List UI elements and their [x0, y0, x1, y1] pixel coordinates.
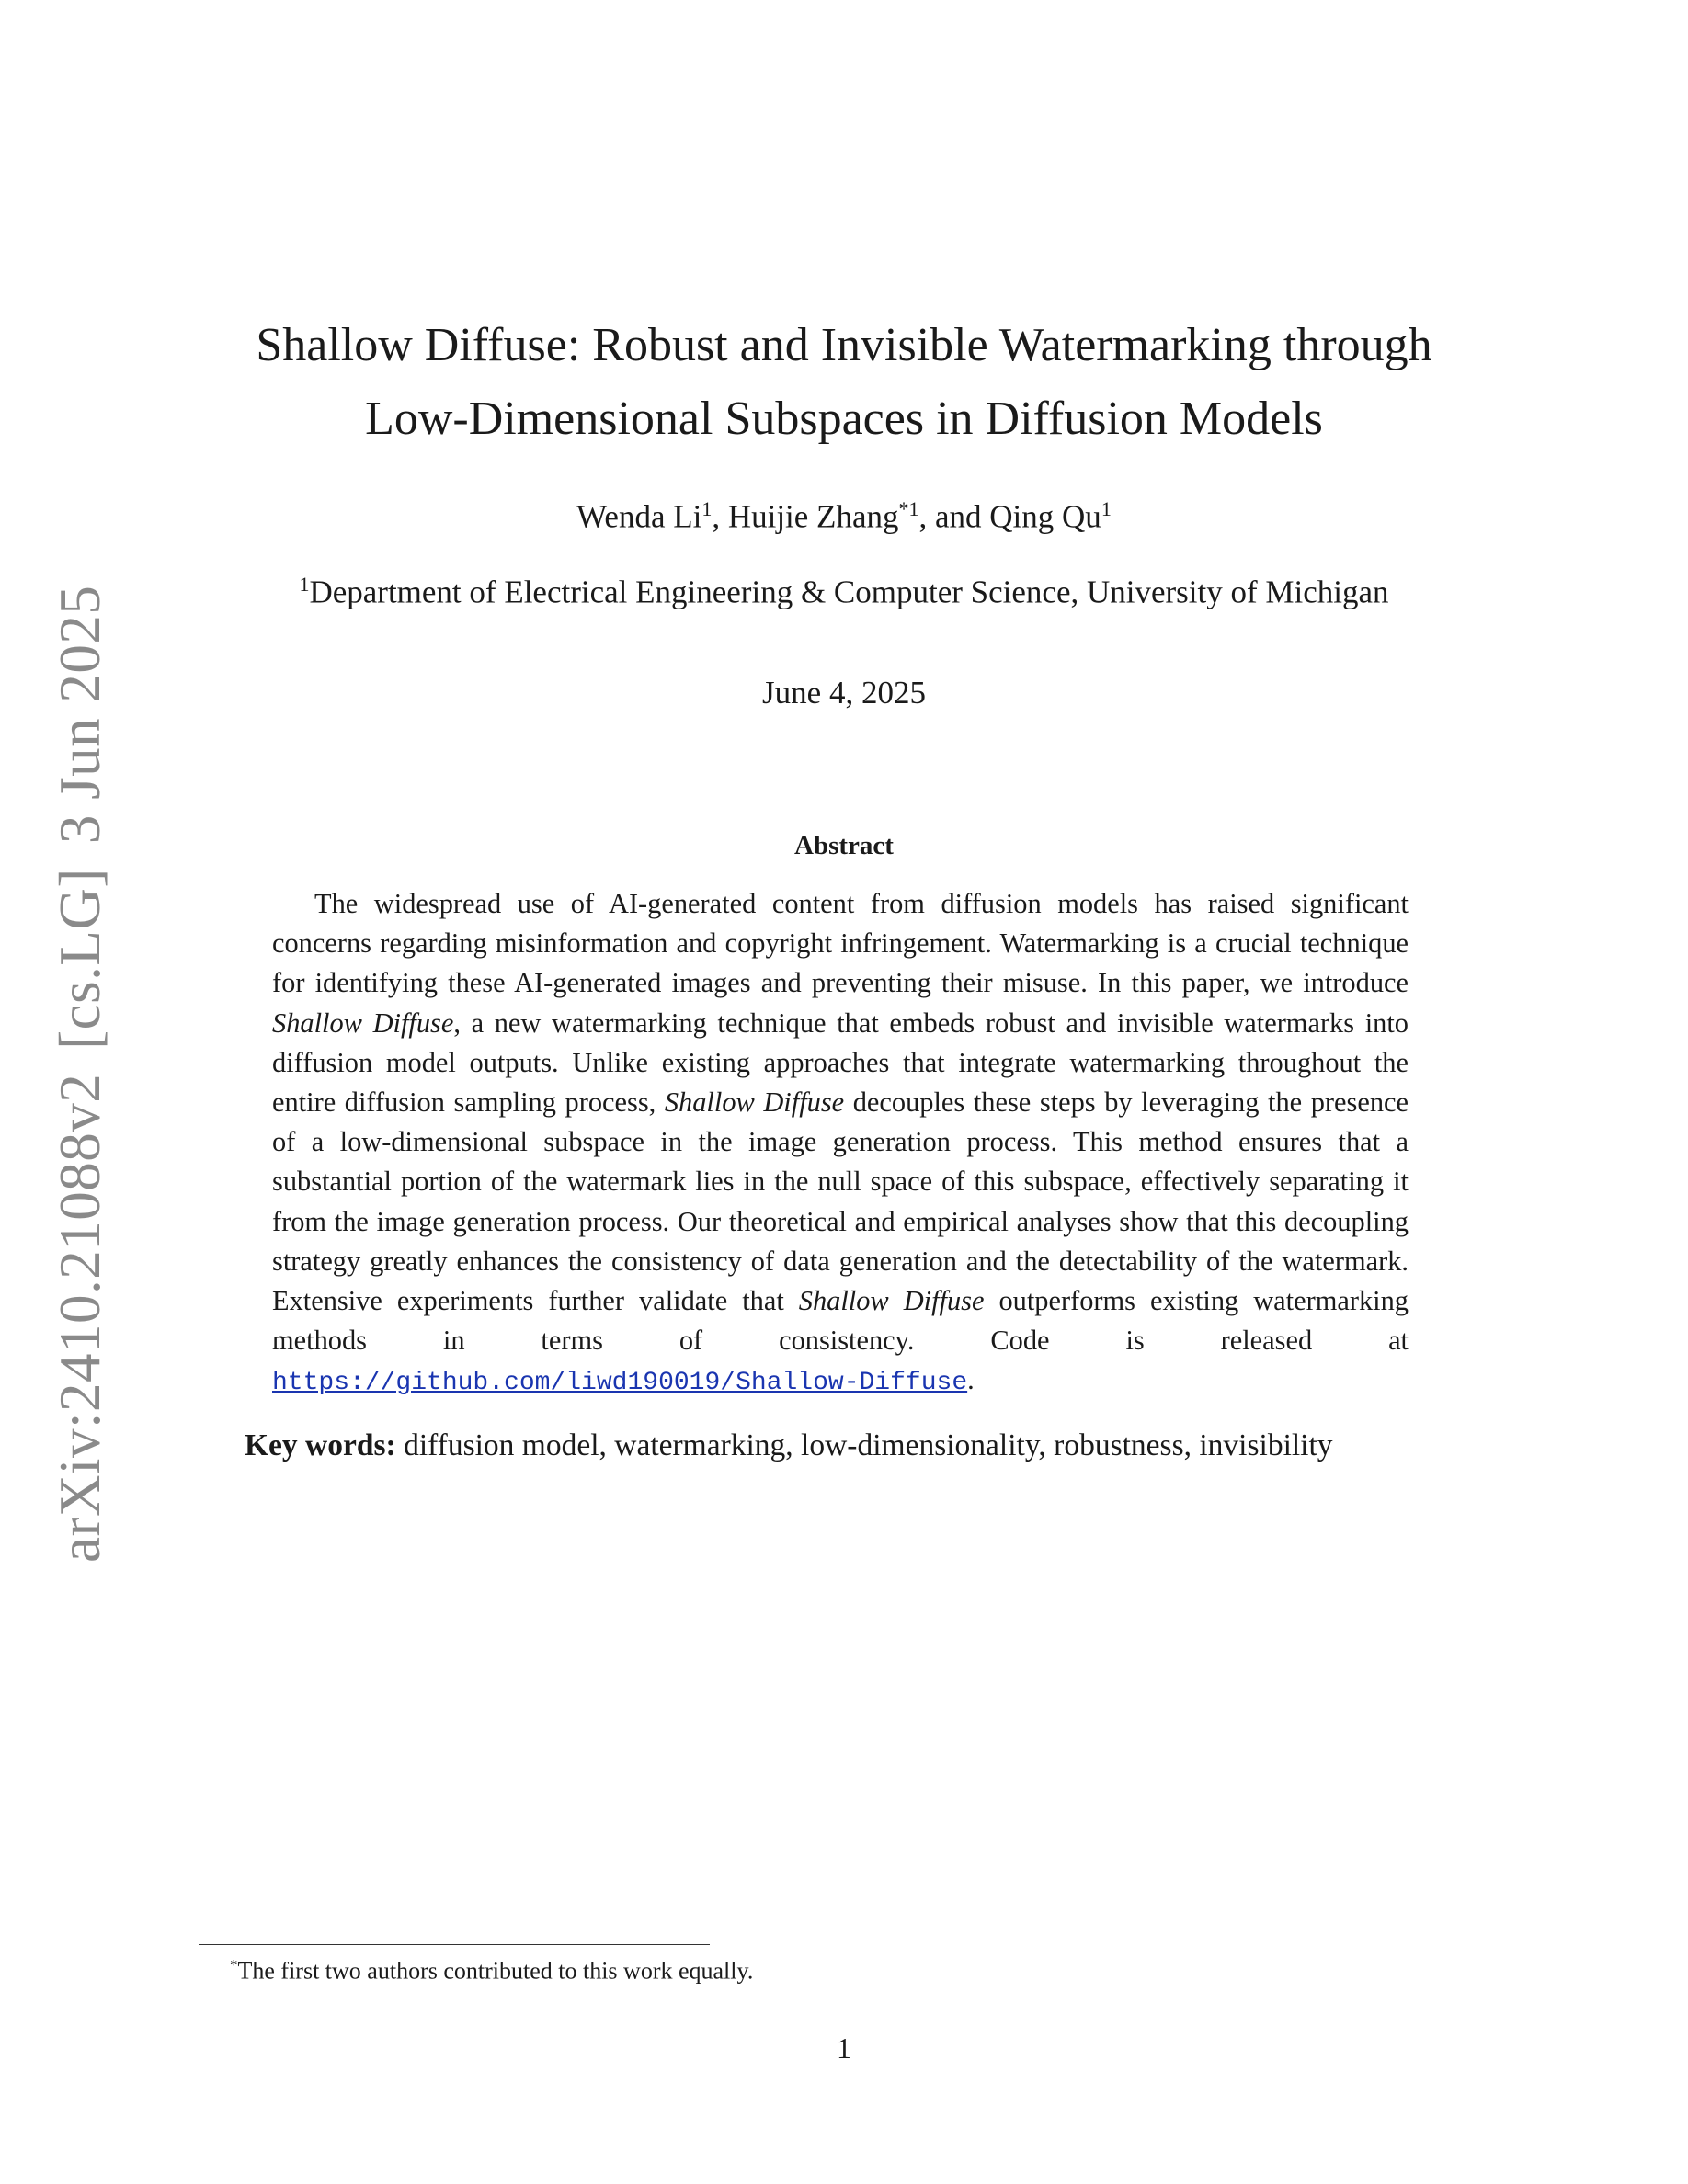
arxiv-sidebar-stamp — [47, 585, 114, 1563]
footnote-mark: * — [230, 1956, 238, 1974]
author-name: Huijie Zhang — [727, 498, 899, 535]
method-name: Shallow Diffuse — [272, 1007, 454, 1039]
keywords-label: Key words: — [245, 1428, 396, 1462]
abstract-paragraph — [272, 884, 1409, 1404]
abstract-text: decouples these steps by leveraging the presence of a low-dimensional subspace in the image generation process. This method ensures that a substantial portion of the watermark lies in the null space of this subspace, effectively separating it from the image generation process. Our theoretical and empirical analyses show that this decoupling strategy greatly enhances the consistency of data generation and the detectability of the watermark. Extensive experiments further validate that — [272, 1086, 1409, 1317]
paper-date: June 4, 2025 — [762, 675, 926, 711]
paper-title — [165, 309, 1523, 456]
author-affiliation-mark: 1 — [1101, 497, 1112, 520]
affiliation-text: Department of Electrical Engineering & Computer Science, University of Michigan — [309, 574, 1389, 610]
keywords-text: diffusion model, watermarking, low-dimensionality, robustness, invisibility — [395, 1428, 1333, 1462]
footnote-divider — [199, 1944, 710, 1945]
author-separator: , — [712, 498, 728, 535]
author-separator: , and — [918, 498, 990, 535]
method-name: Shallow Diffuse — [798, 1285, 985, 1317]
title-line-2: Low-Dimensional Subspaces in Diffusion Models — [365, 392, 1323, 445]
title-line-1: Shallow Diffuse: Robust and Invisible Watermarking through — [256, 319, 1432, 371]
abstract-text: The widespread use of AI-generated content from diffusion models has raised significant concerns regarding misinformation and copyright infringement. Watermarking is a crucial technique for identifying these AI-generated images and preventing their misuse. In this paper, we introduce — [272, 888, 1409, 999]
author-list — [0, 487, 1688, 540]
keywords — [245, 1425, 1458, 1467]
abstract-body — [272, 884, 1409, 1404]
abstract-text: outperforms existing watermarking methods in terms of consistency. Code is released at — [272, 1285, 1409, 1357]
arxiv-date: 3 Jun 2025 — [48, 585, 112, 845]
author-affiliation-mark: 1 — [701, 497, 713, 520]
author-name: Qing Qu — [989, 498, 1101, 535]
arxiv-category: [cs.LG] — [48, 868, 112, 1050]
author-name: Wenda Li — [576, 498, 702, 535]
arxiv-id: arXiv:2410.21088v2 — [48, 1073, 112, 1563]
abstract-end: . — [967, 1364, 975, 1396]
abstract-text: , a new watermarking technique that embeds robust and invisible watermarks into diffusion model outputs. Unlike existing approaches that integrate watermarking throughout the entire diffusion sampling process, — [272, 1007, 1409, 1119]
affiliation-mark: 1 — [299, 573, 310, 596]
footnote — [230, 1949, 1425, 1988]
footnote-text: The first two authors contributed to this work equally. — [237, 1957, 754, 1985]
page-number: 1 — [837, 2031, 851, 2065]
abstract-heading: Abstract — [794, 831, 894, 860]
code-repository-link[interactable]: https://github.com/liwd190019/Shallow-Diffuse — [272, 1369, 968, 1398]
method-name: Shallow Diffuse — [664, 1086, 845, 1119]
affiliation — [0, 563, 1688, 615]
author-affiliation-mark: *1 — [898, 497, 919, 520]
